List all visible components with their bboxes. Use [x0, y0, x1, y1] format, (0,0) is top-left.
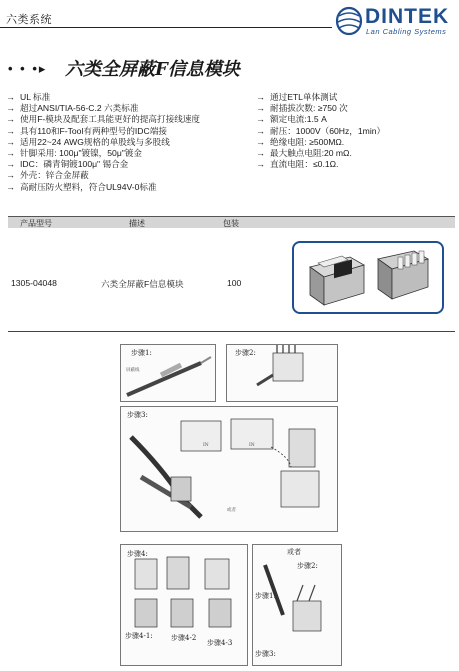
column-header-model: 产品型号: [20, 219, 52, 228]
title-arrows: • • •▸: [8, 61, 48, 76]
brand-logo: [335, 5, 455, 39]
wire-in-label-b: IN: [249, 443, 255, 448]
arrow-bullet-icon: →: [6, 148, 15, 159]
step1-label: 步骤1:: [131, 349, 152, 357]
column-header-description: 描述: [129, 219, 145, 228]
feature-text: 使用F-模块及配套工具能更好的提高打接线速度: [20, 114, 200, 125]
installation-diagram: [120, 344, 342, 666]
feature-item: [6, 137, 254, 148]
arrow-bullet-icon: →: [256, 103, 265, 114]
step4-2-label: 步骤4-2: [171, 634, 197, 642]
feature-text: 具有110和F-Tool有两种型号的IDC端接: [20, 125, 167, 136]
brand-name: DINTEK: [365, 5, 450, 28]
feature-text: 超过ANSI/TIA-56-C.2 六类标准: [20, 103, 139, 114]
feature-item: [6, 159, 254, 170]
feature-item: [6, 148, 254, 159]
arrow-bullet-icon: →: [256, 92, 265, 102]
jack-module-right: [378, 251, 428, 299]
feature-item: [6, 92, 254, 103]
feature-text: 针脚采用: 100μ"镀镍，50μ"镀金: [20, 148, 143, 159]
section-divider: [8, 331, 455, 332]
feature-text: 外壳：锌合金屏蔽: [20, 170, 89, 181]
feature-item: [256, 126, 456, 137]
feature-text: 直流电阻：≤0.1Ω.: [270, 159, 339, 170]
jack-module-left: [310, 256, 364, 305]
feature-text: 适用22~24 AWG规格的单股线与多股线: [20, 136, 170, 147]
arrow-bullet-icon: →: [256, 136, 265, 147]
cell-packaging: 100: [227, 278, 242, 288]
step4-3-label: 步骤4-3: [207, 639, 233, 647]
feature-list-left: [6, 92, 254, 193]
feature-item: [256, 114, 456, 125]
feature-text: 通过ETL单体测试: [270, 92, 338, 102]
feature-item: [6, 170, 254, 181]
feature-item: [256, 103, 456, 114]
header-divider: [0, 27, 332, 28]
brand-tagline: Lan Cabling Systems: [366, 27, 447, 36]
arrow-bullet-icon: →: [6, 170, 15, 181]
alt-steps-panel: [252, 544, 342, 666]
arrow-bullet-icon: →: [256, 125, 265, 136]
arrow-bullet-icon: →: [6, 181, 15, 192]
arrow-bullet-icon: →: [6, 159, 15, 170]
feature-text: IDC：磷青铜镀100μ" 锡合金: [20, 159, 129, 170]
feature-text: 耐插拔次数: ≥750 次: [270, 103, 348, 114]
feature-item: [256, 137, 456, 148]
step4-1-label: 步骤4-1:: [125, 632, 153, 640]
alternative-label: 或者: [227, 508, 236, 513]
feature-item: [256, 148, 456, 159]
step3-label: 步骤3:: [127, 411, 148, 419]
arrow-bullet-icon: →: [6, 125, 15, 136]
feature-text: 额定电流:1.5 A: [270, 114, 327, 125]
step4-panel: [120, 544, 248, 666]
spec-table-header: [8, 216, 455, 228]
arrow-bullet-icon: →: [6, 136, 15, 147]
alt-step2-label: 步骤2:: [297, 562, 318, 570]
cell-description: 六类全屏蔽F信息模块: [101, 279, 184, 289]
feature-text: 高耐压防火塑料，符合UL94V-0标准: [20, 181, 157, 192]
feature-item: [256, 159, 456, 170]
alt-step1-label: 步骤1:: [255, 592, 276, 600]
feature-item: [6, 182, 254, 193]
column-header-packaging: 包装: [223, 219, 239, 228]
globe-icon: [335, 6, 363, 36]
feature-text: 绝缘电阻: ≥500MΩ.: [270, 136, 345, 147]
arrow-bullet-icon: →: [6, 103, 15, 114]
feature-item: [6, 126, 254, 137]
step1-panel: [120, 344, 216, 402]
feature-text: 最大触点电阻:20 mΩ.: [270, 148, 352, 159]
cell-model: 1305-04048: [11, 278, 57, 288]
keystone-jack-illustration: [294, 243, 442, 312]
arrow-bullet-icon: →: [6, 92, 15, 102]
arrow-bullet-icon: →: [256, 114, 265, 125]
feature-text: 耐压：1000V（60Hz，1min）: [270, 125, 386, 136]
feature-list-right: [256, 92, 456, 170]
step4-label: 步骤4:: [127, 550, 148, 558]
feature-item: [6, 103, 254, 114]
jacket-label: 屏蔽线: [126, 368, 140, 373]
step2-panel: [226, 344, 338, 402]
section-title: 六类系统: [6, 14, 52, 26]
feature-item: [6, 114, 254, 125]
wire-in-label-a: IN: [203, 443, 209, 448]
feature-text: UL 标准: [20, 92, 51, 102]
product-title: 六类全屏蔽F信息模块: [65, 59, 240, 80]
alt-step3-label: 步骤3:: [255, 650, 276, 658]
step3-panel: [120, 406, 338, 532]
arrow-bullet-icon: →: [256, 159, 265, 170]
arrow-bullet-icon: →: [256, 148, 265, 159]
feature-item: [256, 92, 456, 103]
alternative-label-2: 或者: [287, 548, 301, 556]
product-image: [292, 241, 444, 314]
step2-label: 步骤2:: [235, 349, 256, 357]
arrow-bullet-icon: →: [6, 114, 15, 125]
